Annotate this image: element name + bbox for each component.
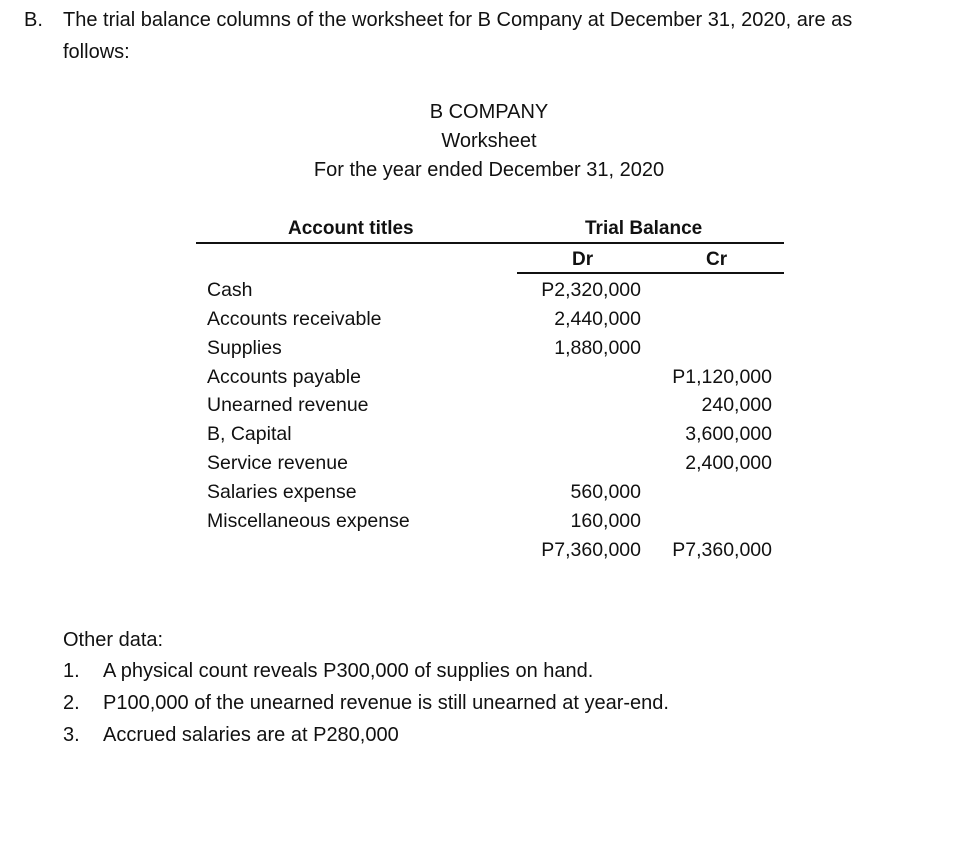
list-item-number: 2. — [63, 692, 80, 714]
dr-amount: 560,000 — [570, 481, 641, 503]
dr-amount: 160,000 — [570, 510, 641, 532]
total-cr: P7,360,000 — [672, 539, 772, 561]
trial-balance-header: Trial Balance — [585, 218, 703, 239]
period-label: For the year ended December 31, 2020 — [313, 159, 665, 181]
cr-amount: 240,000 — [701, 394, 772, 416]
list-item-text: Accrued salaries are at P280,000 — [103, 724, 399, 746]
other-data-heading: Other data: — [63, 629, 164, 651]
account-title: B, Capital — [207, 423, 292, 445]
list-item-number: 3. — [63, 724, 80, 746]
cr-amount: 2,400,000 — [685, 452, 772, 474]
list-item-number: 1. — [63, 660, 80, 682]
problem-letter: B. — [24, 9, 43, 31]
account-title: Cash — [207, 279, 253, 301]
cr-column-header: Cr — [706, 249, 728, 270]
account-title: Unearned revenue — [207, 394, 369, 416]
worksheet-title: Worksheet — [441, 130, 537, 152]
company-name: B COMPANY — [429, 101, 549, 123]
header-rule-sub — [517, 272, 784, 274]
header-rule-top — [196, 242, 784, 244]
account-title: Accounts payable — [207, 366, 361, 388]
dr-amount: P2,320,000 — [541, 279, 641, 301]
dr-amount: 2,440,000 — [554, 308, 641, 330]
account-title: Supplies — [207, 337, 282, 359]
account-title: Service revenue — [207, 452, 348, 474]
cr-amount: P1,120,000 — [672, 366, 772, 388]
list-item-text: A physical count reveals P300,000 of supplies on hand. — [103, 660, 594, 682]
cr-amount: 3,600,000 — [685, 423, 772, 445]
total-dr: P7,360,000 — [541, 539, 641, 561]
account-title: Salaries expense — [207, 481, 357, 503]
problem-text-line-2: follows: — [63, 41, 130, 63]
account-titles-header: Account titles — [288, 218, 414, 239]
problem-text-line-1: The trial balance columns of the worksheet for B Company at December 31, 2020, are as — [63, 9, 853, 31]
account-title: Miscellaneous expense — [207, 510, 410, 532]
dr-column-header: Dr — [572, 249, 594, 270]
account-title: Accounts receivable — [207, 308, 382, 330]
dr-amount: 1,880,000 — [554, 337, 641, 359]
list-item-text: P100,000 of the unearned revenue is still unearned at year-end. — [103, 692, 669, 714]
